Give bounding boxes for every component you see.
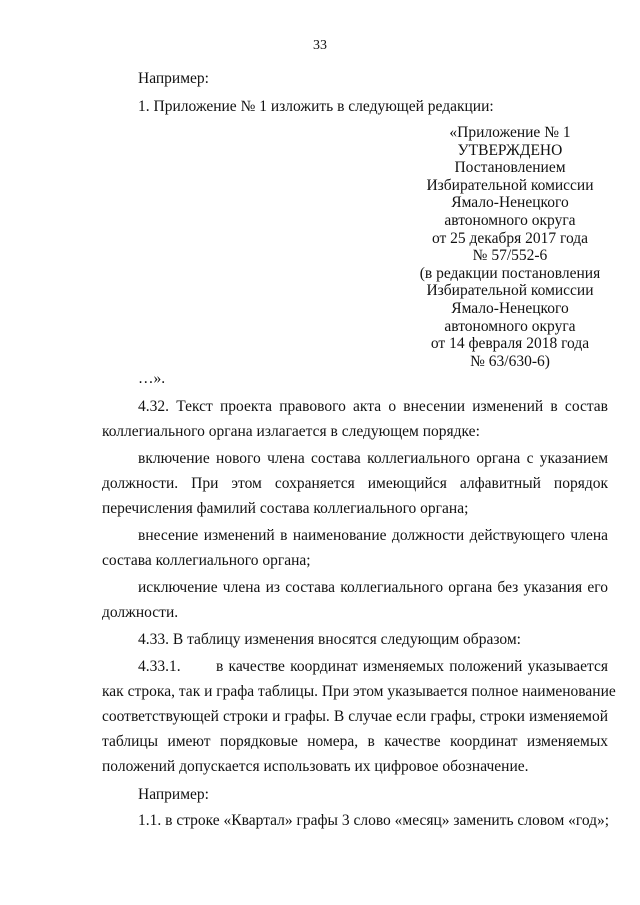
stamp-line: УТВЕРЖДЕНО [457, 141, 563, 159]
section-4-32-line-2: коллегиального органа излагается в следующем порядке: [102, 423, 480, 440]
bullet-2-line-2: состава коллегиального органа; [102, 552, 311, 569]
ellipsis-close: …». [138, 370, 166, 387]
stamp-line: автономного округа [444, 211, 576, 229]
bullet-1-line-3: перечисления фамилий состава коллегиального органа; [102, 500, 469, 517]
page-number: 33 [313, 38, 327, 53]
stamp-line: автономного округа [444, 317, 576, 335]
stamp-line: № 57/552-6 [472, 247, 548, 265]
stamp-line: «Приложение № 1 [449, 124, 571, 141]
subsection-line-5: положений допускается использовать их цифровое обозначение. [102, 758, 529, 775]
example-2-label: Например: [138, 786, 209, 803]
stamp-line: от 14 февраля 2018 года [430, 335, 590, 353]
stamp-line: Избирательной комиссии [426, 176, 594, 194]
stamp-line: от 25 декабря 2017 года [431, 229, 589, 247]
bullet-2-line-1: внесение изменений в наименование должности действующего члена [138, 527, 608, 544]
bullet-3-line-2: должности. [102, 604, 179, 621]
subsection-line-4: таблицы имеют порядковые номера, в качестве координат изменяемых [102, 733, 608, 750]
stamp-line: № 63/630-6) [470, 352, 550, 370]
stamp-line: Избирательной комиссии [426, 282, 594, 300]
section-4-33-heading: 4.33. В таблицу изменения вносятся следующим образом: [138, 631, 521, 648]
stamp-line: (в редакции постановления [419, 264, 601, 282]
subsection-line-3: соответствующей строки и графы. В случае если графы, строки изменяемой [102, 708, 608, 725]
bullet-3-line-1: исключение члена из состава коллегиального органа без указания его [138, 579, 608, 596]
subsection-line-1: в качестве координат изменяемых положений указывается [216, 658, 608, 675]
section-4-32-line-1: 4.32. Текст проекта правового акта о внесении изменений в состав [138, 398, 608, 415]
approval-stamp-block [410, 124, 610, 370]
example-2-item: 1.1. в строке «Квартал» графы 3 слово «месяц» заменить словом «год»; [138, 812, 610, 829]
bullet-1-line-1: включение нового члена состава коллегиального органа с указанием [138, 450, 608, 467]
stamp-line: Ямало-Ненецкого [451, 299, 569, 317]
bullet-1-line-2: должности. При этом сохраняется имеющийся алфавитный порядок [102, 475, 608, 492]
stamp-line: Ямало-Ненецкого [451, 194, 569, 212]
item-1-text: 1. Приложение № 1 изложить в следующей редакции: [138, 98, 494, 115]
subsection-number: 4.33.1. [138, 658, 181, 675]
example-label: Например: [138, 70, 209, 87]
subsection-line-2: как строка, так и графа таблицы. При этом указывается полное наименование [102, 683, 616, 700]
stamp-line: Постановлением [454, 159, 566, 177]
